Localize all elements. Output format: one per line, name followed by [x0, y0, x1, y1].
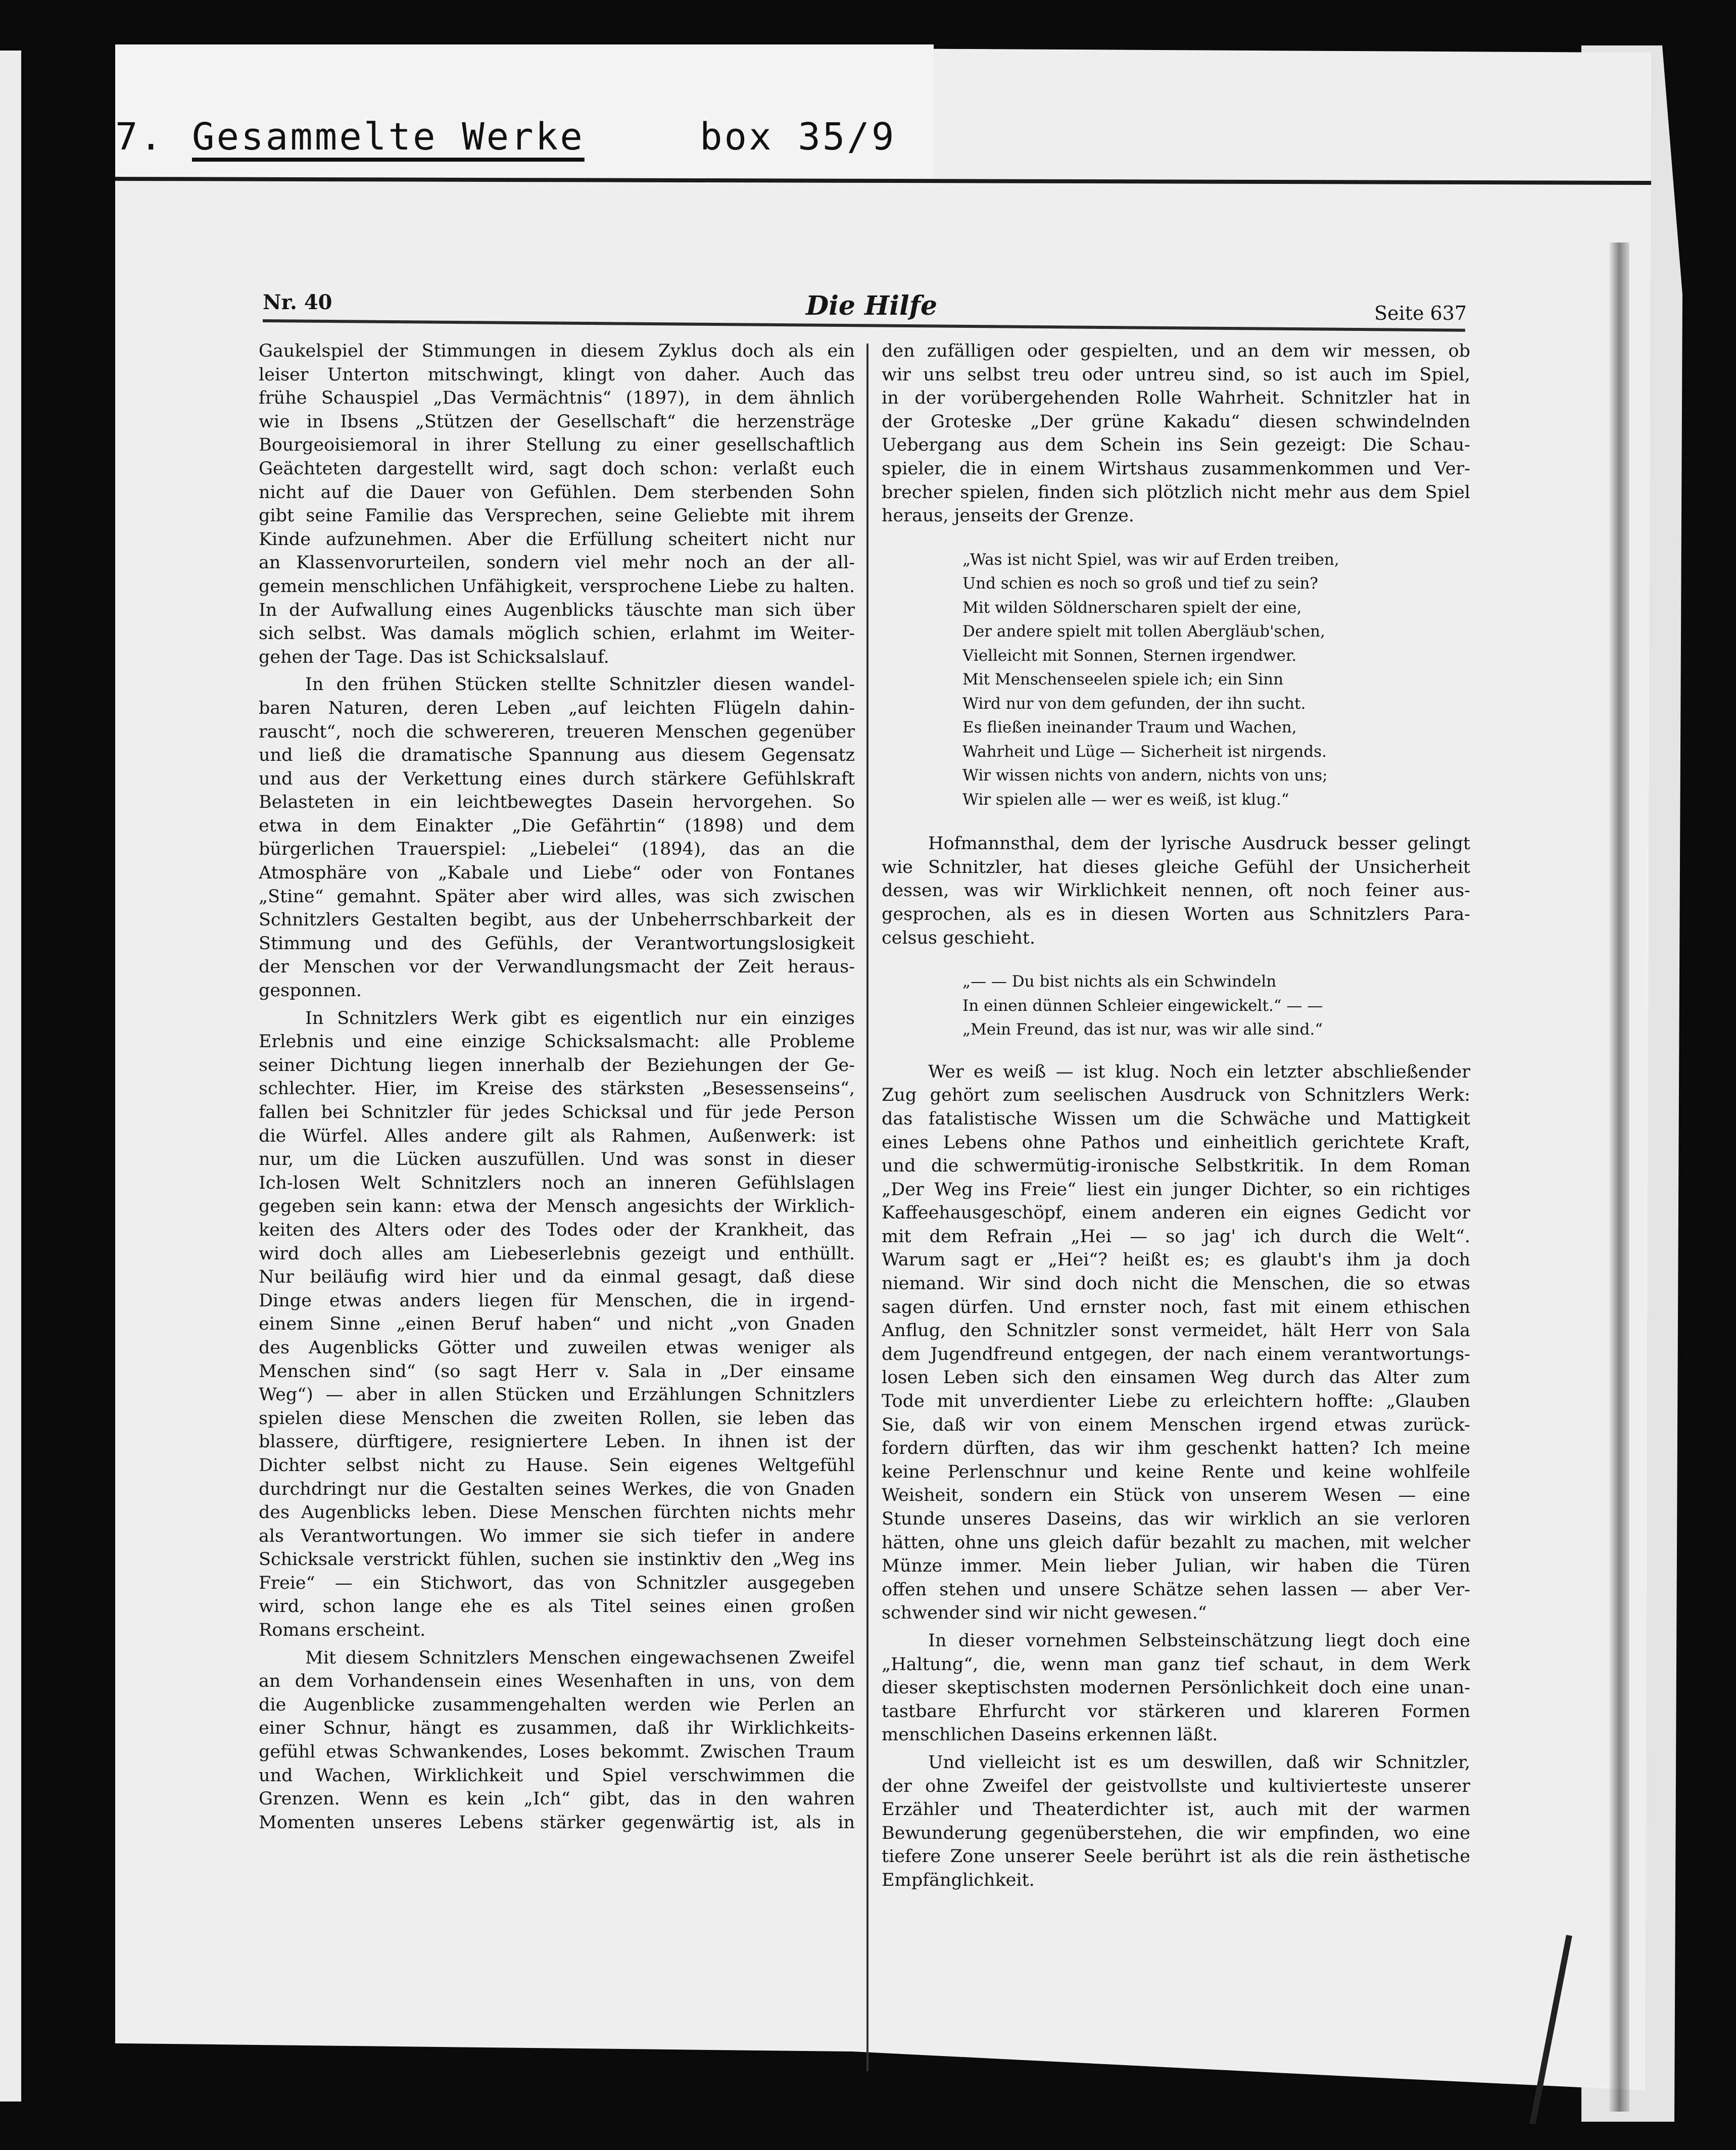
- text-line: sagen dürfen. Und ernster noch, fast mit einem ethischen: [882, 1297, 1470, 1317]
- verse-line: Wir wissen nichts von andern, nichts von uns;: [962, 766, 1328, 785]
- text-line: des Augenblicks leben. Diese Menschen fürchten nichts mehr: [259, 1502, 855, 1523]
- verse-line: Es fließen ineinander Traum und Wachen,: [962, 718, 1297, 737]
- verse-line: Und schien es noch so groß und tief zu sein?: [962, 574, 1318, 593]
- text-line: der ohne Zweifel der geistvollste und kultivierteste unserer: [882, 1776, 1470, 1796]
- paragraph: [259, 1646, 855, 1835]
- text-line: Menschen sind“ (so sagt Herr v. Sala in „Der einsame: [259, 1361, 855, 1382]
- text-line: dem Jugendfreund entgegen, der nach einem verantwortungs-: [882, 1344, 1470, 1364]
- paragraph: [259, 1007, 855, 1642]
- page-number: Seite 637: [1374, 302, 1467, 324]
- text-line: tiefere Zone unserer Seele berührt ist als die rein ästhetische: [882, 1846, 1470, 1867]
- text-line: schwender sind wir nicht gewesen.“: [882, 1603, 1207, 1624]
- text-line: leiser Unterton mitschwingt, klingt von daher. Auch das: [259, 364, 855, 385]
- text-line: einer Schnur, hängt es zusammen, daß ihr Wirklichkeits-: [259, 1718, 855, 1739]
- text-line: offen stehen und unsere Schätze sehen lassen — aber Ver-: [882, 1579, 1470, 1600]
- text-line: gefühl etwas Schwankendes, Loses bekommt. Zwischen Traum: [259, 1742, 855, 1763]
- text-line: keine Perlenschnur und keine Rente und keine wohlfeile: [882, 1461, 1470, 1482]
- text-line: wie in Ibsens „Stützen der Gesellschaft“ die herzensträge: [259, 411, 855, 432]
- text-line: gemein menschlichen Unfähigkeit, versprochene Liebe zu halten.: [259, 576, 855, 597]
- text-line: Wer es weiß — ist klug. Noch ein letzter abschließender: [928, 1061, 1470, 1082]
- column-divider: [866, 344, 869, 2071]
- text-line: wird doch alles am Liebeserlebnis gezeigt und enthüllt.: [259, 1243, 855, 1264]
- verse-line: Vielleicht mit Sonnen, Sternen irgendwer.: [962, 646, 1297, 665]
- text-line: celsus geschieht.: [882, 927, 1035, 948]
- paragraph: [882, 832, 1470, 950]
- verse-quote: [882, 548, 1470, 812]
- text-line: wir uns selbst treu oder untreu sind, so ist auch im Spiel,: [882, 364, 1470, 385]
- text-line: Bewunderung gegenüberstehen, die wir empfinden, wo eine: [882, 1823, 1470, 1843]
- verse-line: In einen dünnen Schleier eingewickelt.“ — —: [962, 996, 1323, 1015]
- text-line: losen Leben sich den einsamen Weg durch das Alter zum: [882, 1367, 1470, 1388]
- text-line: und ließ die dramatische Spannung aus diesem Gegensatz: [259, 745, 855, 766]
- text-line: gehen der Tage. Das ist Schicksalslauf.: [259, 647, 609, 667]
- archive-number: 7.: [115, 115, 165, 159]
- text-line: Und vielleicht ist es um deswillen, daß wir Schnitzler,: [928, 1752, 1470, 1773]
- adjacent-page-edge: [0, 51, 21, 2102]
- archive-box: box 35/9: [700, 115, 896, 159]
- text-line: Empfänglichkeit.: [882, 1870, 1035, 1890]
- paragraph: [882, 1751, 1470, 1892]
- text-line: Weg“) — aber in allen Stücken und Erzählungen Schnitzlers: [259, 1385, 855, 1405]
- paragraph-gap: [259, 669, 855, 673]
- text-line: bürgerlichen Trauerspiel: „Liebelei“ (1894), das an die: [259, 839, 855, 860]
- text-line: Anflug, den Schnitzler sonst vermeidet, hält Herr von Sala: [882, 1321, 1470, 1341]
- text-line: Geächteten dargestellt wird, sagt doch schon: verlaßt euch: [259, 458, 855, 479]
- verse-line: „Was ist nicht Spiel, was wir auf Erden treiben,: [962, 550, 1339, 569]
- text-line: seiner Dichtung liegen innerhalb der Beziehungen der Ge-: [259, 1055, 855, 1076]
- text-line: In der Aufwallung eines Augenblicks täuschte man sich über: [259, 600, 855, 620]
- text-line: an dem Vorhandensein eines Wesenhaften in uns, von dem: [259, 1671, 855, 1692]
- text-line: einem Sinne „einen Beruf haben“ und nicht „von Gnaden: [259, 1314, 855, 1335]
- text-line: nicht auf die Dauer von Gefühlen. Dem sterbenden Sohn: [259, 482, 855, 503]
- text-line: Erzähler und Theaterdichter ist, auch mit der warmen: [882, 1799, 1470, 1820]
- text-line: Ich-losen Welt Schnitzlers noch an inneren Gefühlslagen: [259, 1172, 855, 1193]
- paragraph-gap: [259, 1642, 855, 1646]
- text-line: „Haltung“, die, wenn man ganz tief schaut, in dem Werk: [882, 1654, 1470, 1675]
- text-line: der Menschen vor der Verwandlungsmacht der Zeit heraus-: [259, 957, 855, 978]
- text-line: Nur beiläufig wird hier und da einmal gesagt, daß diese: [259, 1267, 855, 1288]
- text-line: dessen, was wir Wirklichkeit nennen, oft noch feiner aus-: [882, 881, 1470, 901]
- text-line: gegeben sein kann: etwa der Mensch angesichts der Wirklich-: [259, 1196, 855, 1217]
- text-line: Erlebnis und eine einzige Schicksalsmacht: alle Probleme: [259, 1032, 855, 1052]
- text-line: nur, um die Lücken auszufüllen. Und was sonst in dieser: [259, 1149, 855, 1170]
- verse-line: Der andere spielt mit tollen Abergläub'schen,: [962, 622, 1325, 641]
- text-line: sich selbst. Was damals möglich schien, erlahmt im Weiter-: [259, 623, 855, 644]
- verse-line: Wird nur von dem gefunden, der ihn sucht.: [962, 694, 1306, 713]
- text-line: „Stine“ gemahnt. Später aber wird alles, was sich zwischen: [259, 886, 855, 907]
- text-line: In Schnitzlers Werk gibt es eigentlich nur ein einziges: [305, 1008, 855, 1029]
- text-line: rauscht“, noch die schwereren, treueren Menschen gegenüber: [259, 721, 855, 742]
- left-column: [259, 339, 855, 1838]
- text-line: etwa in dem Einakter „Die Gefährtin“ (1898) und dem: [259, 815, 855, 836]
- text-line: Kaffeehausgeschöpf, einem anderen ein eignes Gedicht vor: [882, 1203, 1470, 1224]
- text-line: das fatalistische Wissen um die Schwäche und Mattigkeit: [882, 1108, 1470, 1129]
- text-line: Tode mit unverdienter Liebe zu erleichtern hoffte: „Glauben: [882, 1391, 1470, 1412]
- text-line: brecher spielen, finden sich plötzlich nicht mehr aus dem Spiel: [882, 482, 1470, 503]
- text-line: heraus, jenseits der Grenze.: [882, 506, 1134, 526]
- paragraph-gap: [882, 1747, 1470, 1751]
- text-line: Sie, daß wir von einem Menschen irgend etwas zurück-: [882, 1414, 1470, 1435]
- text-line: eines Lebens ohne Pathos und einheitlich gerichtete Kraft,: [882, 1132, 1470, 1153]
- text-line: mit dem Refrain „Hei — so jag' ich durch die Welt“.: [882, 1226, 1470, 1247]
- text-line: Hofmannsthal, dem der lyrische Ausdruck besser gelingt: [928, 834, 1470, 854]
- text-line: spielen diese Menschen die zweiten Rollen, sie leben das: [259, 1408, 855, 1429]
- paragraph-gap: [259, 1834, 855, 1838]
- paragraph-gap: [882, 1042, 1470, 1060]
- text-line: In dieser vornehmen Selbsteinschätzung liegt doch eine: [928, 1630, 1470, 1651]
- text-line: den zufälligen oder gespielten, und an dem wir messen, ob: [882, 341, 1470, 361]
- text-line: baren Naturen, deren Leben „auf leichten Flügeln dahin-: [259, 698, 855, 718]
- text-line: Dinge etwas anders liegen für Menschen, die in irgend-: [259, 1290, 855, 1311]
- text-line: schlechter. Hier, im Kreise des stärksten „Besessenseins“,: [259, 1079, 855, 1099]
- text-line: gibt seine Familie das Versprechen, seine Geliebte mit ihrem: [259, 506, 855, 526]
- text-line: hätten, ohne uns gleich dafür bezahlt zu machen, mit welcher: [882, 1532, 1470, 1553]
- text-line: die Augenblicke zusammengehalten werden wie Perlen an: [259, 1694, 855, 1715]
- verse-line: Mit Menschenseelen spiele ich; ein Sinn: [962, 670, 1284, 689]
- text-line: Schnitzlers Gestalten begibt, aus der Unbeherrschbarkeit der: [259, 910, 855, 931]
- text-line: wird, schon lange ehe es als Titel seines einen großen: [259, 1596, 855, 1617]
- verse-line: Mit wilden Söldnerscharen spielt der eine,: [962, 598, 1302, 617]
- text-line: gesponnen.: [259, 981, 362, 1001]
- text-line: des Augenblicks Götter und zuweilen etwas weniger als: [259, 1337, 855, 1358]
- verse-line: „— — Du bist nichts als ein Schwindeln: [962, 972, 1277, 991]
- verse-line: „Mein Freund, das ist nur, was wir alle sind.“: [962, 1020, 1323, 1039]
- paragraph: [259, 339, 855, 669]
- text-line: Bourgeoisiemoral in ihrer Stellung zu einer gesellschaftlich: [259, 435, 855, 456]
- page-fold-shadow: [1609, 242, 1629, 2112]
- text-line: Dichter selbst nicht zu Hause. Sein eigenes Weltgefühl: [259, 1455, 855, 1476]
- right-column: [882, 339, 1470, 1892]
- text-line: spieler, die in einem Wirtshaus zusammenkommen und Ver-: [882, 458, 1470, 479]
- text-line: die Würfel. Alles andere gilt als Rahmen, Außenwerk: ist: [259, 1126, 855, 1146]
- issue-number: Nr. 40: [263, 290, 332, 314]
- text-line: Schicksale verstrickt fühlen, suchen sie instinktiv den „Weg ins: [259, 1549, 855, 1570]
- text-line: Münze immer. Mein lieber Julian, wir haben die Türen: [882, 1556, 1470, 1577]
- text-line: Stunde unseres Daseins, das wir wirklich an sie verloren: [882, 1509, 1470, 1529]
- text-line: und aus der Verkettung eines durch stärkere Gefühlskraft: [259, 768, 855, 789]
- text-line: Warum sagt er „Hei“? heißt es; es glaubt's ihm ja doch: [882, 1250, 1470, 1271]
- text-line: Weisheit, sondern ein Stück von unserem Wesen — eine: [882, 1485, 1470, 1506]
- text-line: Kinde aufzunehmen. Aber die Erfüllung scheitert nicht nur: [259, 529, 855, 550]
- text-line: fallen bei Schnitzler für jedes Schicksal und für jede Person: [259, 1102, 855, 1122]
- text-line: blassere, dürftigere, resigniertere Leben. In ihnen ist der: [259, 1432, 855, 1452]
- text-line: Belasteten in ein leichtbewegtes Dasein hervorgehen. So: [259, 792, 855, 813]
- text-line: Atmosphäre von „Kabale und Liebe“ oder von Fontanes: [259, 863, 855, 884]
- text-line: durchdringt nur die Gestalten seines Werkes, die von Gnaden: [259, 1479, 855, 1499]
- text-line: Momenten unseres Lebens stärker gegenwärtig ist, als in: [259, 1812, 855, 1833]
- text-line: Stimmung und des Gefühls, der Verantwortungslosigkeit: [259, 933, 855, 954]
- text-line: In den frühen Stücken stellte Schnitzler diesen wandel-: [305, 674, 855, 695]
- text-line: tastbare Ehrfurcht vor stärkeren und klareren Formen: [882, 1701, 1470, 1722]
- text-line: dieser skeptischsten modernen Persönlichkeit doch eine unan-: [882, 1678, 1470, 1698]
- paragraph: [882, 339, 1470, 528]
- publication-title: Die Hilfe: [806, 290, 938, 321]
- text-line: menschlichen Daseins erkennen läßt.: [882, 1725, 1218, 1745]
- text-line: Zug gehört zum seelischen Ausdruck von Schnitzlers Werk:: [882, 1085, 1470, 1106]
- text-line: in der vorübergehenden Rolle Wahrheit. Schnitzler hat in: [882, 388, 1470, 409]
- paragraph-gap: [259, 1003, 855, 1007]
- archive-title: Gesammelte Werke: [192, 115, 585, 159]
- text-line: Uebergang aus dem Schein ins Sein gezeigt: Die Schau-: [882, 435, 1470, 456]
- text-line: an Klassenvorurteilen, sondern viel mehr noch an der all-: [259, 553, 855, 573]
- paragraph: [259, 673, 855, 1002]
- text-line: keiten des Alters oder des Todes oder der Krankheit, das: [259, 1219, 855, 1240]
- text-line: Romans erscheint.: [259, 1620, 426, 1641]
- text-line: und Wachen, Wirklichkeit und Spiel verschwimmen die: [259, 1765, 855, 1786]
- text-line: gesprochen, als es in diesen Worten aus Schnitzlers Para-: [882, 904, 1470, 925]
- paragraph-gap: [882, 812, 1470, 832]
- text-line: niemand. Wir sind doch nicht die Menschen, die so etwas: [882, 1274, 1470, 1294]
- text-line: fordern dürften, das wir ihm geschenkt hatten? Ich meine: [882, 1438, 1470, 1459]
- text-line: Mit diesem Schnitzlers Menschen eingewachsenen Zweifel: [305, 1647, 855, 1668]
- text-line: frühe Schauspiel „Das Vermächtnis“ (1897), in dem ähnlich: [259, 388, 855, 409]
- verse-line: Wahrheit und Lüge — Sicherheit ist nirgends.: [962, 742, 1327, 761]
- verse-quote: [882, 970, 1470, 1042]
- verse-line: Wir spielen alle — wer es weiß, ist klug.“: [962, 790, 1289, 809]
- text-line: Freie“ — ein Stichwort, das von Schnitzler ausgegeben: [259, 1573, 855, 1593]
- paragraph: [882, 1629, 1470, 1747]
- text-line: als Verantwortungen. Wo immer sie sich tiefer in andere: [259, 1526, 855, 1546]
- paragraph-gap: [882, 1625, 1470, 1629]
- text-line: Grenzen. Wenn es kein „Ich“ gibt, das in den wahren: [259, 1789, 855, 1810]
- text-line: der Groteske „Der grüne Kakadu“ diesen schwindelnden: [882, 411, 1470, 432]
- text-line: wie Schnitzler, hat dieses gleiche Gefühl der Unsicherheit: [882, 857, 1470, 877]
- text-line: Gaukelspiel der Stimmungen in diesem Zyklus doch als ein: [259, 341, 855, 361]
- paragraph: [882, 1060, 1470, 1625]
- text-line: „Der Weg ins Freie“ liest ein junger Dichter, so ein richtiges: [882, 1179, 1470, 1200]
- text-line: und die schwermütig-ironische Selbstkritik. In dem Roman: [882, 1156, 1470, 1177]
